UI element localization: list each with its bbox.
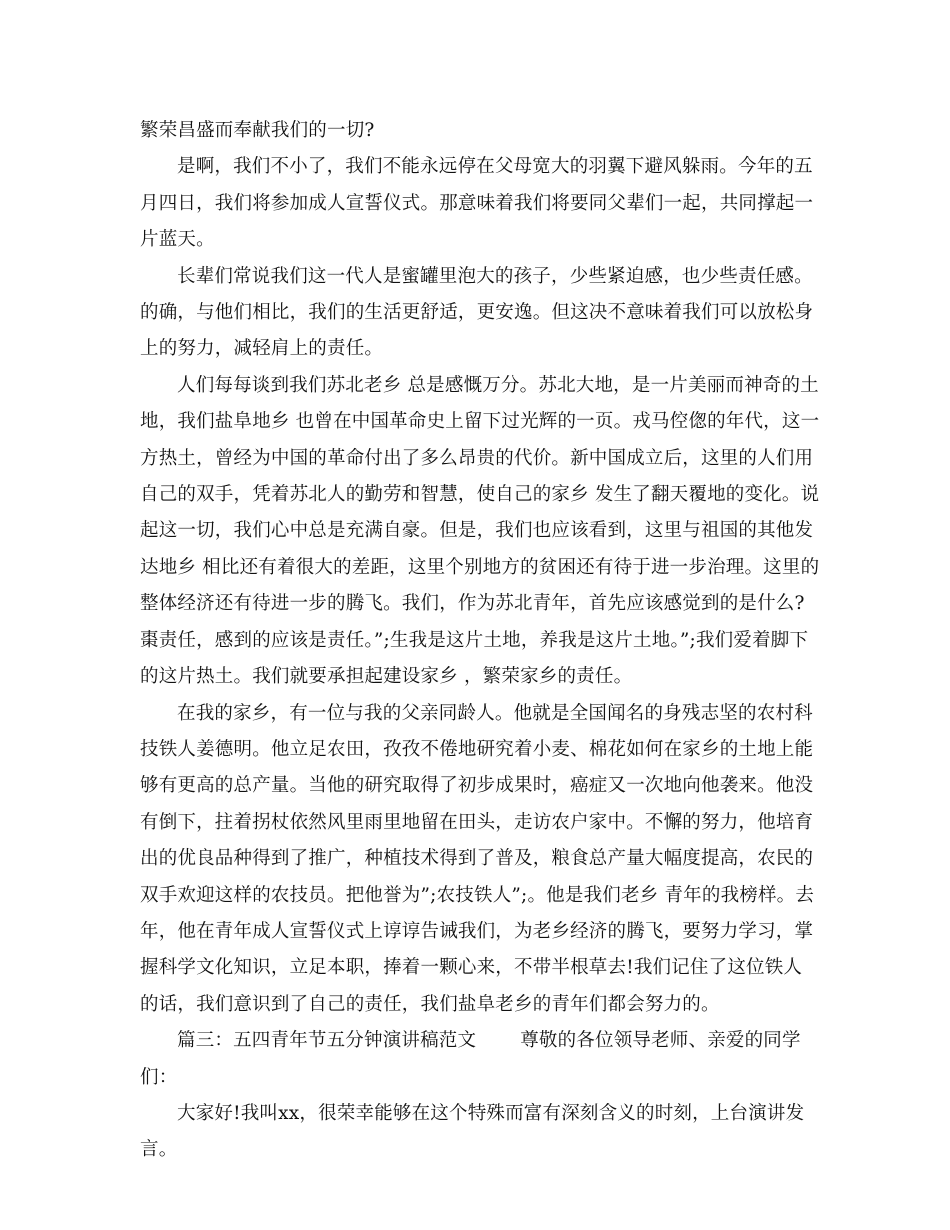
paragraph-5: 在我的家乡，有一位与我的父亲同龄人。他就是全国闻名的身残志坚的农村科技铁人姜德明。他立足农田，孜孜不倦地研究着小麦、棉花如何在家乡的土地上能够有更高的总产量。当他的研究取得了初步成果时，癌症又一次地向他袭来。他没有倒下，拄着拐杖依然风里雨里地留在田头，走访农户家中。不懈的努力，他培育出的优良品种得到了推广，种植技术得到了普及，粮食总产量大幅度提高，农民的双手欢迎这样的农技员。把他誉为”;农技铁人”;。他是我们老乡 青年的我榜样。去年，他在青年成人宣誓仪式上谆谆告诫我们，为老乡经济的腾飞，要努力学习，掌握科学文化知识，立足本职，捧着一颗心来，不带半根草去!我们记住了这位铁人的话，我们意识到了自己的责任，我们盐阜老乡的青年们都会努力的。 [140, 702, 815, 1015]
section-title: 篇三：五四青年节五分钟演讲稿范文 [177, 1030, 477, 1052]
document-body [140, 113, 820, 1169]
paragraph-3: 长辈们常说我们这一代人是蜜罐里泡大的孩子，少些紧迫感，也少些责任感。的确，与他们相比，我们的生活更舒适，更安逸。但这决不意味着我们可以放松身上的努力，减轻肩上的责任。 [140, 265, 814, 360]
speech-greeting: 尊敬的各位领导老师、亲爱的同学们： [140, 1030, 801, 1088]
closing-paragraph: 大家好!我叫xx，很荣幸能够在这个特殊而富有深刻含义的时刻，上台演讲发言。 [140, 1102, 805, 1161]
section-heading-line [140, 1023, 820, 1096]
paragraph-4: 人们每每谈到我们苏北老乡 总是感慨万分。苏北大地，是一片美丽而神奇的土地，我们盐阜地乡 也曾在中国革命史上留下过光辉的一页。戎马倥偬的年代，这一方热土，曾经为中国的革命付出了多么昂贵的代价。新中国成立后，这里的人们用自己的双手，凭着苏北人的勤劳和智慧，使自己的家乡 发生了翻天覆地的变化。说起这一切，我们心中总是充满自豪。但是，我们也应该看到，这里与祖国的其他发达地乡 相比还有着很大的差距，这里个别地方的贫困还有待于进一步治理。这里的整体经济还有待进一步的腾飞。我们，作为苏北青年，首先应该感觉到的是什么?棗责任，感到的应该是责任。”;生我是这片土地，养我是这片土地。”;我们爱着脚下的这片热土。我们就要承担起建设家乡 ，繁荣家乡的责任。 [140, 374, 820, 688]
paragraph-2: 是啊，我们不小了，我们不能永远停在父母宽大的羽翼下避风躲雨。今年的五月四日，我们将参加成人宣誓仪式。那意味着我们将要同父辈们一起，共同撑起一片蓝天。 [140, 156, 814, 251]
paragraph-1: 繁荣昌盛而奉献我们的一切? [140, 120, 375, 141]
